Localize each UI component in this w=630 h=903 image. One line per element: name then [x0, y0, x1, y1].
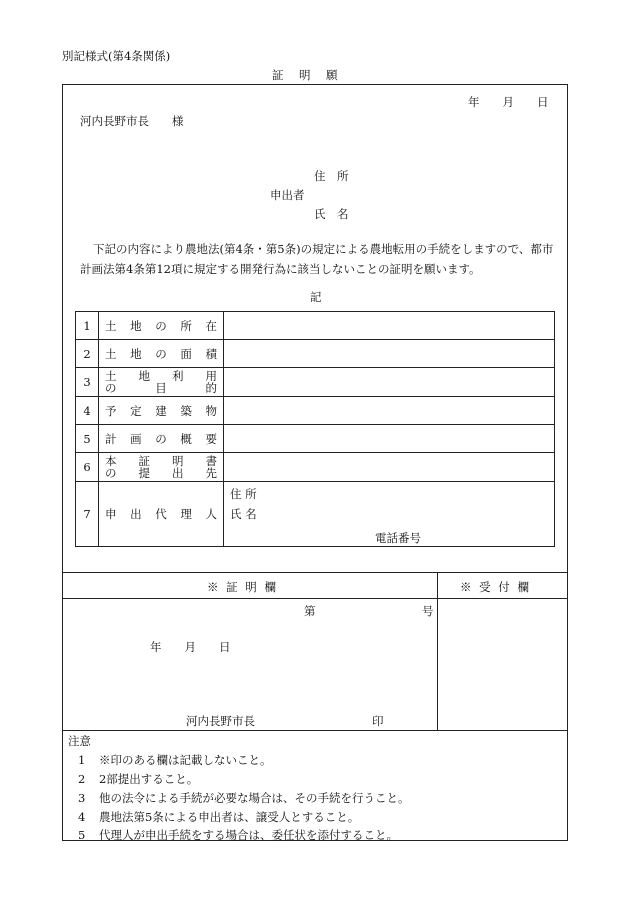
table-row: [76, 482, 555, 547]
label-spread: 計 画 の 概 要: [105, 431, 217, 446]
certification-dai: 第: [304, 604, 316, 618]
item-number: 7: [76, 482, 99, 547]
note-item: [78, 827, 398, 843]
table-row: [76, 397, 555, 425]
item-label-area: [99, 340, 224, 368]
table-row: [76, 368, 555, 397]
agent-details: [224, 482, 554, 546]
item-value-submission[interactable]: [224, 453, 555, 482]
item-label-plan: [99, 425, 224, 453]
agent-name-label: 氏 名: [230, 507, 257, 521]
note-text: 他の法令による手続が必要な場合は、その手続を行うこと。: [98, 791, 410, 805]
reception-area[interactable]: [439, 600, 566, 728]
request-body-line-2: 計画法第4条第12項に規定する開発行為に該当しないことの証明を願います。: [80, 262, 481, 276]
table-row: [76, 453, 555, 482]
applicant-label: 申出者: [270, 188, 305, 202]
item-number: 2: [76, 340, 99, 368]
request-body-line-1: 下記の内容により農地法(第4条・第5条)の規定による農地転用の手続をしますので、都市: [93, 242, 554, 256]
note-number: 4: [78, 810, 86, 824]
note-item: [78, 790, 409, 806]
item-number: 6: [76, 453, 99, 482]
agent-phone-label: 電話番号: [375, 531, 421, 545]
addressee: 河内長野市長 様: [80, 114, 184, 128]
note-number: 2: [78, 772, 86, 786]
ki-heading: 記: [310, 290, 322, 304]
notes-title: 注意: [68, 734, 91, 748]
item-value-area[interactable]: [224, 340, 555, 368]
divider-line: [62, 572, 568, 573]
item-label-location: [99, 312, 224, 340]
applicant-name-label: 氏 名: [314, 207, 349, 221]
certification-go: 号: [422, 604, 434, 618]
form-reference: 別記様式(第4条関係): [62, 49, 171, 63]
item-value-location[interactable]: [224, 312, 555, 340]
table-row: [76, 425, 555, 453]
item-value-purpose[interactable]: [224, 368, 555, 397]
table-row: [76, 312, 555, 340]
request-date-line: 年 月 日: [468, 95, 549, 109]
note-item: [78, 771, 198, 787]
note-item: [78, 752, 271, 768]
item-value-plan[interactable]: [224, 425, 555, 453]
seal-mark: 印: [372, 714, 384, 728]
note-number: 3: [78, 791, 86, 805]
label-spread: 土 地 の 所 在: [105, 318, 217, 333]
label-spread: 土 地 利 用: [105, 369, 217, 383]
certification-date-line: 年 月 日: [150, 640, 231, 654]
divider-line: [62, 598, 568, 599]
item-number: 1: [76, 312, 99, 340]
items-table: [75, 311, 555, 547]
certification-header: ※ 証 明 欄: [207, 580, 278, 594]
note-text: 代理人が申出手続をする場合は、委任状を添付すること。: [98, 828, 398, 842]
item-label-submission: [99, 453, 224, 482]
item-label-building: [99, 397, 224, 425]
note-number: 5: [78, 828, 86, 842]
item-number: 4: [76, 397, 99, 425]
label-spread: 予 定 建 築 物: [105, 403, 217, 418]
divider-line: [62, 730, 568, 731]
item-number: 3: [76, 368, 99, 397]
label-spread: 土 地 の 面 積: [105, 346, 217, 361]
item-value-building[interactable]: [224, 397, 555, 425]
divider-line: [437, 572, 438, 730]
item-value-agent[interactable]: [224, 482, 555, 547]
table-row: [76, 340, 555, 368]
note-text: 2部提出すること。: [98, 772, 199, 786]
item-label-agent: [99, 482, 224, 547]
note-text: 農地法第5条による申出者は、譲受人とすること。: [98, 810, 360, 824]
note-text: ※印のある欄は記載しないこと。: [98, 753, 272, 767]
label-spread: 申 出 代 理 人: [105, 507, 217, 521]
applicant-address-label: 住 所: [314, 169, 349, 183]
label-spread: の 提 出 先: [105, 466, 217, 480]
label-spread: 本 証 明 書: [105, 454, 217, 468]
note-number: 1: [78, 753, 86, 767]
note-item: [78, 809, 359, 825]
form-title: 証 明 願: [272, 68, 340, 82]
item-label-purpose: [99, 368, 224, 397]
agent-address-label: 住 所: [230, 487, 257, 501]
label-spread: の 目 的: [105, 381, 217, 395]
reception-header: ※ 受 付 欄: [460, 580, 531, 594]
certification-mayor: 河内長野市長: [186, 714, 255, 728]
item-number: 5: [76, 425, 99, 453]
